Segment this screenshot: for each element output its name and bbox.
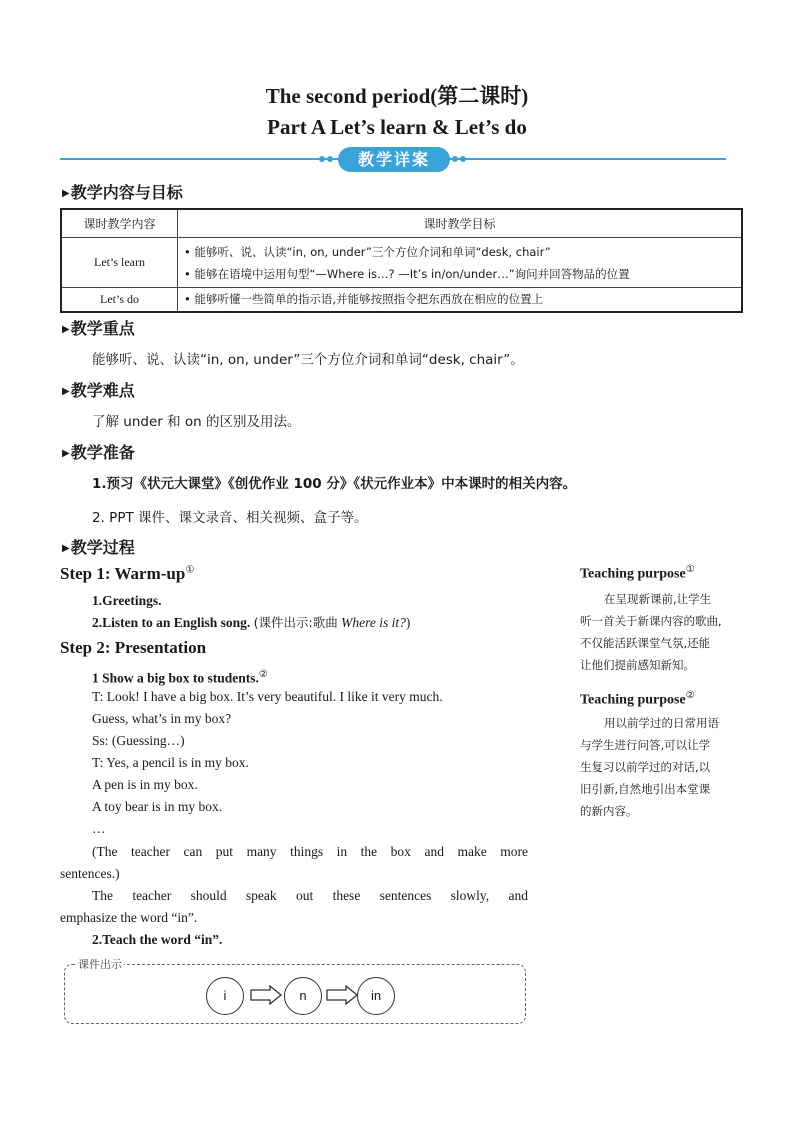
triangle-bullet-icon: ▶: [62, 543, 70, 554]
step-item: 1.Greetings.: [92, 593, 162, 608]
sidebar-note: 在呈现新课前,让学生 听一首关于新课内容的歌曲, 不仅能活跃课堂气氛,还能 让他们提前感知新知。: [580, 592, 722, 672]
section-heading: ▶教学难点: [62, 381, 135, 400]
difficulties-text: 了解 under 和 on 的区别及用法。: [92, 414, 301, 430]
arrow-right-icon: [326, 985, 358, 1005]
triangle-bullet-icon: ▶: [62, 386, 70, 397]
section-heading: ▶教学内容与目标: [62, 183, 183, 202]
triangle-bullet-icon: ▶: [62, 188, 70, 199]
goal-item: • 能够听懂一些简单的指示语,并能够按照指令把东西放在相应的位置上: [184, 292, 544, 307]
dialogue-line: Guess, what’s in my box?: [92, 711, 232, 726]
letter-circle: i: [206, 977, 244, 1015]
key-points-text: 能够听、说、认读“in, on, under”三个方位介词和单词“desk, chair”。: [92, 352, 524, 368]
sidebar-title: Teaching purpose①: [580, 564, 695, 582]
table-header-row: [61, 209, 742, 238]
section-heading: ▶教学准备: [62, 443, 135, 462]
letter-circle: in: [357, 977, 395, 1015]
dialogue-line: T: Look! I have a big box. It’s very beautiful. I like it very much.: [92, 689, 443, 704]
goal-item: • 能够在语境中运用句型“—Where is…? —It’s in/on/under…”询问并回答物品的位置: [184, 266, 630, 281]
goals-table: [60, 208, 743, 313]
step-item: 1 Show a big box to students.②: [92, 669, 268, 686]
step-title: Step 2: Presentation: [60, 638, 207, 657]
instruction-text: The teacher should speak out these sentences slowly, and: [92, 888, 528, 903]
courseware-label: 课件出示: [78, 958, 122, 971]
banner-dots-left: [319, 153, 333, 165]
triangle-bullet-icon: ▶: [62, 324, 70, 335]
dialogue-line: T: Yes, a pencil is in my box.: [92, 755, 249, 770]
page-subtitle: Part A Let’s learn & Let’s do: [267, 115, 527, 139]
sidebar-title: Teaching purpose②: [580, 690, 695, 708]
table-cell: Let’s learn: [61, 238, 178, 288]
triangle-bullet-icon: ▶: [62, 448, 70, 459]
table-cell: [178, 288, 743, 312]
table-row: [61, 288, 742, 312]
banner-badge: 教学详案: [338, 147, 450, 172]
arrow-right-icon: [250, 985, 282, 1005]
section-heading: ▶教学过程: [62, 538, 135, 557]
instruction-text: emphasize the word “in”.: [60, 910, 198, 925]
preparation-item: 1.预习《状元大课堂》《创优作业 100 分》《状元作业本》中本课时的相关内容。: [92, 476, 577, 492]
page-title: The second period(第二课时): [265, 84, 529, 108]
dialogue-line: A toy bear is in my box.: [92, 799, 223, 814]
instruction-text: sentences.): [60, 866, 120, 881]
dialogue-line: Ss: (Guessing…): [92, 733, 185, 748]
preparation-item: 2. PPT 课件、课文录音、相关视频、盒子等。: [92, 510, 368, 526]
instruction-text: (The teacher can put many things in the box and make more: [92, 844, 528, 859]
table-header: 课时教学目标: [178, 209, 743, 238]
dialogue-line: A pen is in my box.: [92, 777, 198, 792]
goal-item: • 能够听、说、认读“in, on, under”三个方位介词和单词“desk, chair”: [184, 244, 551, 259]
sidebar-note: 用以前学过的日常用语 与学生进行问答,可以让学 生复习以前学过的对话,以 旧引新,自然地引出本堂课 的新内容。: [580, 716, 719, 818]
step-item: 2.Teach the word “in”.: [92, 932, 223, 947]
section-heading: ▶教学重点: [62, 319, 135, 338]
step-title: Step 1: Warm-up①: [60, 564, 195, 583]
table-cell: [178, 238, 743, 288]
dialogue-line: …: [92, 821, 106, 836]
table-row: [61, 238, 742, 288]
letter-circle: n: [284, 977, 322, 1015]
table-header: 课时教学内容: [61, 209, 178, 238]
step-item: 2.Listen to an English song. (课件出示:歌曲 Where is it?): [92, 615, 411, 630]
table-cell: Let’s do: [61, 288, 178, 312]
banner-dots-right: [452, 153, 466, 165]
